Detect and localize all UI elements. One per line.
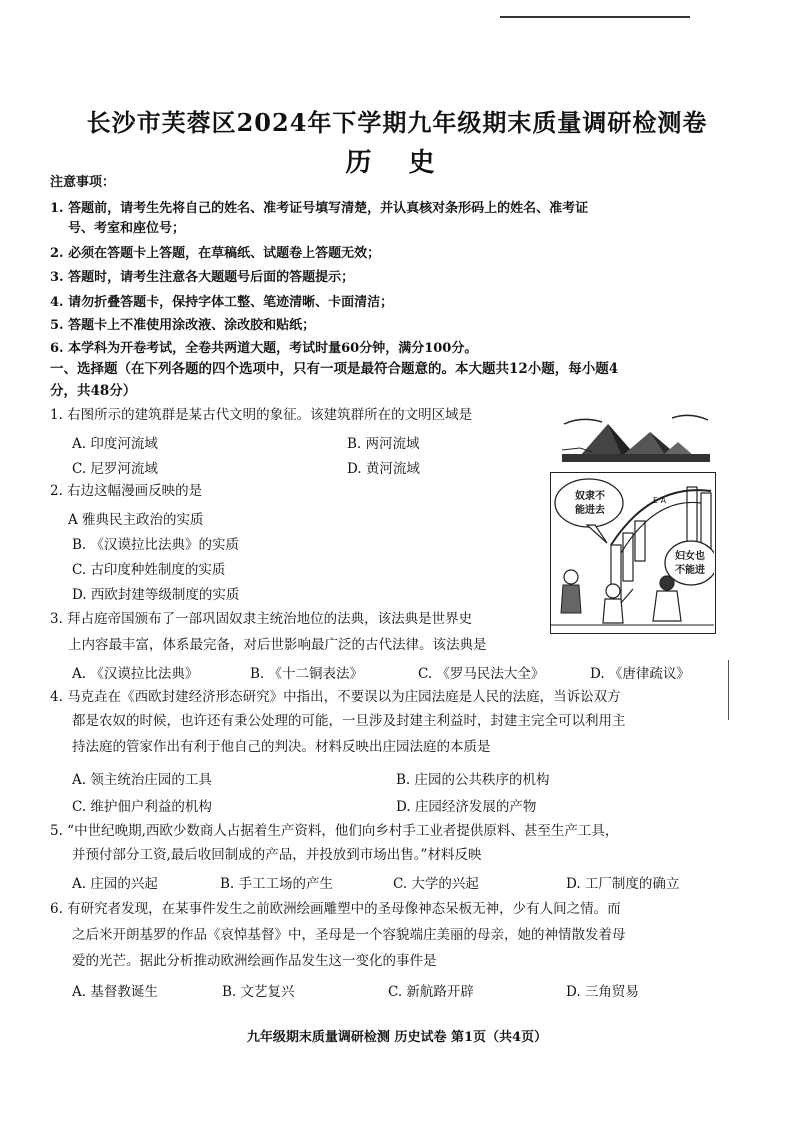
question-3-stem: 3. 拜占庭帝国颁布了一部巩固奴隶主统治地位的法典，该法典是世界史 [50,611,473,627]
q2-option-a[interactable]: A 雅典民主政治的实质 [68,512,204,528]
bubble-woman-line1: 妇女也 [675,551,705,562]
bubble-slave-line1: 奴隶不 [575,491,605,502]
q1-option-c[interactable]: C. 尼罗河流域 [72,461,158,477]
q6-option-b[interactable]: B. 文艺复兴 [222,984,295,1000]
question-5-stem: 5. “中世纪晚期,西欧少数商人占据着生产资料，他们向乡村手工业者提供原料、甚至生产工具， [50,823,619,839]
bubble-slave-line2: 能进去 [575,505,605,516]
q4-option-c[interactable]: C. 维护佃户利益的机构 [72,799,212,815]
q1-option-a[interactable]: A. 印度河流域 [72,436,158,452]
q2-option-b[interactable]: B. 《汉谟拉比法典》的实质 [72,537,240,553]
question-4-stem-cont: 都是农奴的时候，也许还有秉公处理的可能，一旦涉及封建主利益时，封建主完全可以利用主 [72,713,626,729]
question-1-stem: 1. 右图所示的建筑群是某古代文明的象征。该建筑群所在的文明区域是 [50,407,473,423]
q3-option-c[interactable]: C. 《罗马民法大全》 [418,666,545,682]
q6-option-a[interactable]: A. 基督教诞生 [72,984,158,1000]
question-5-stem-cont: 并预付部分工资,最后收回制成的产品，并投放到市场出售。”材料反映 [72,847,482,863]
header-rule [500,16,690,18]
cartoon-image [550,472,716,634]
q2-option-c[interactable]: C. 古印度种姓制度的实质 [72,562,226,578]
question-2-stem: 2. 右边这幅漫画反映的是 [50,483,203,499]
question-3-stem-cont: 上内容最丰富，体系最完备，对后世影响最广泛的古代法律。该法典是 [68,637,487,653]
q4-option-a[interactable]: A. 领主统治庄园的工具 [72,772,212,788]
exam-subject: 历 史 [345,148,449,178]
note-item: 3. 答题时，请考生注意各大题题号后面的答题提示； [50,270,355,285]
bubble-woman-line2: 不能进 [675,565,705,576]
section-heading: 一、选择题（在下列各题的四个选项中，只有一项是最符合题意的。本大题共12小题，每小题4 [50,361,619,377]
question-4-stem-cont: 持法庭的管家作出有利于他自己的判决。材料反映出庄园法庭的本质是 [72,739,491,755]
q5-option-c[interactable]: C. 大学的兴起 [393,876,479,892]
q3-option-d[interactable]: D. 《唐律疏议》 [590,666,690,682]
q5-option-b[interactable]: B. 手工工场的产生 [220,876,334,892]
section-heading-cont: 分，共48分） [50,383,137,399]
q5-option-a[interactable]: A. 庄园的兴起 [72,876,158,892]
note-item: 号、考室和座位号； [68,221,186,236]
question-6-stem-cont: 爱的光芒。据此分析推动欧洲绘画作品发生这一变化的事件是 [72,953,437,969]
q4-option-b[interactable]: B. 庄园的公共秩序的机构 [396,772,550,788]
q6-option-c[interactable]: C. 新航路开辟 [388,984,474,1000]
q1-option-d[interactable]: D. 黄河流域 [347,461,420,477]
q5-option-d[interactable]: D. 工厂制度的确立 [566,876,680,892]
q4-option-d[interactable]: D. 庄园经济发展的产物 [396,799,537,815]
question-6-stem: 6. 有研究者发现，在某事件发生之前欧洲绘画雕塑中的圣母像神态呆板无神，少有人间之情。而 [50,901,621,917]
page-footer: 九年级期末质量调研检测 历史试卷 第1页（共4页） [246,1030,548,1045]
question-6-stem-cont: 之后米开朗基罗的作品《哀悼基督》中，圣母是一个容貌端庄美丽的母亲，她的神情散发着母 [72,927,626,943]
q2-option-d[interactable]: D. 西欧封建等级制度的实质 [72,587,240,603]
scan-margin-line [728,660,729,720]
question-4-stem: 4. 马克垚在《西欧封建经济形态研究》中指出，不要误以为庄园法庭是人民的法庭，当诉讼双方 [50,689,621,705]
q6-option-d[interactable]: D. 三角贸易 [566,984,639,1000]
note-item: 1. 答题前，请考生先将自己的姓名、准考证号填写清楚，并认真核对条形码上的姓名、准考证 [50,201,589,216]
q3-option-b[interactable]: B. 《十二铜表法》 [250,666,364,682]
pyramids-image [562,410,710,462]
q3-option-a[interactable]: A. 《汉谟拉比法典》 [72,666,199,682]
exam-title: 长沙市芙蓉区2024年下学期九年级期末质量调研检测卷 [86,108,708,137]
note-item: 2. 必须在答题卡上答题，在草稿纸、试题卷上答题无效； [50,246,381,261]
note-item: 4. 请勿折叠答题卡，保持字体工整、笔迹清晰、卡面清洁； [50,295,394,310]
note-item: 6. 本学科为开卷考试，全卷共两道大题，考试时量60分钟，满分100分。 [50,341,478,356]
note-item: 5. 答题卡上不准使用涂改液、涂改胶和贴纸； [50,318,316,333]
notes-heading: 注意事项： [50,175,116,190]
q1-option-b[interactable]: B. 两河流域 [347,436,420,452]
svg-text:E A: E A [653,496,667,505]
